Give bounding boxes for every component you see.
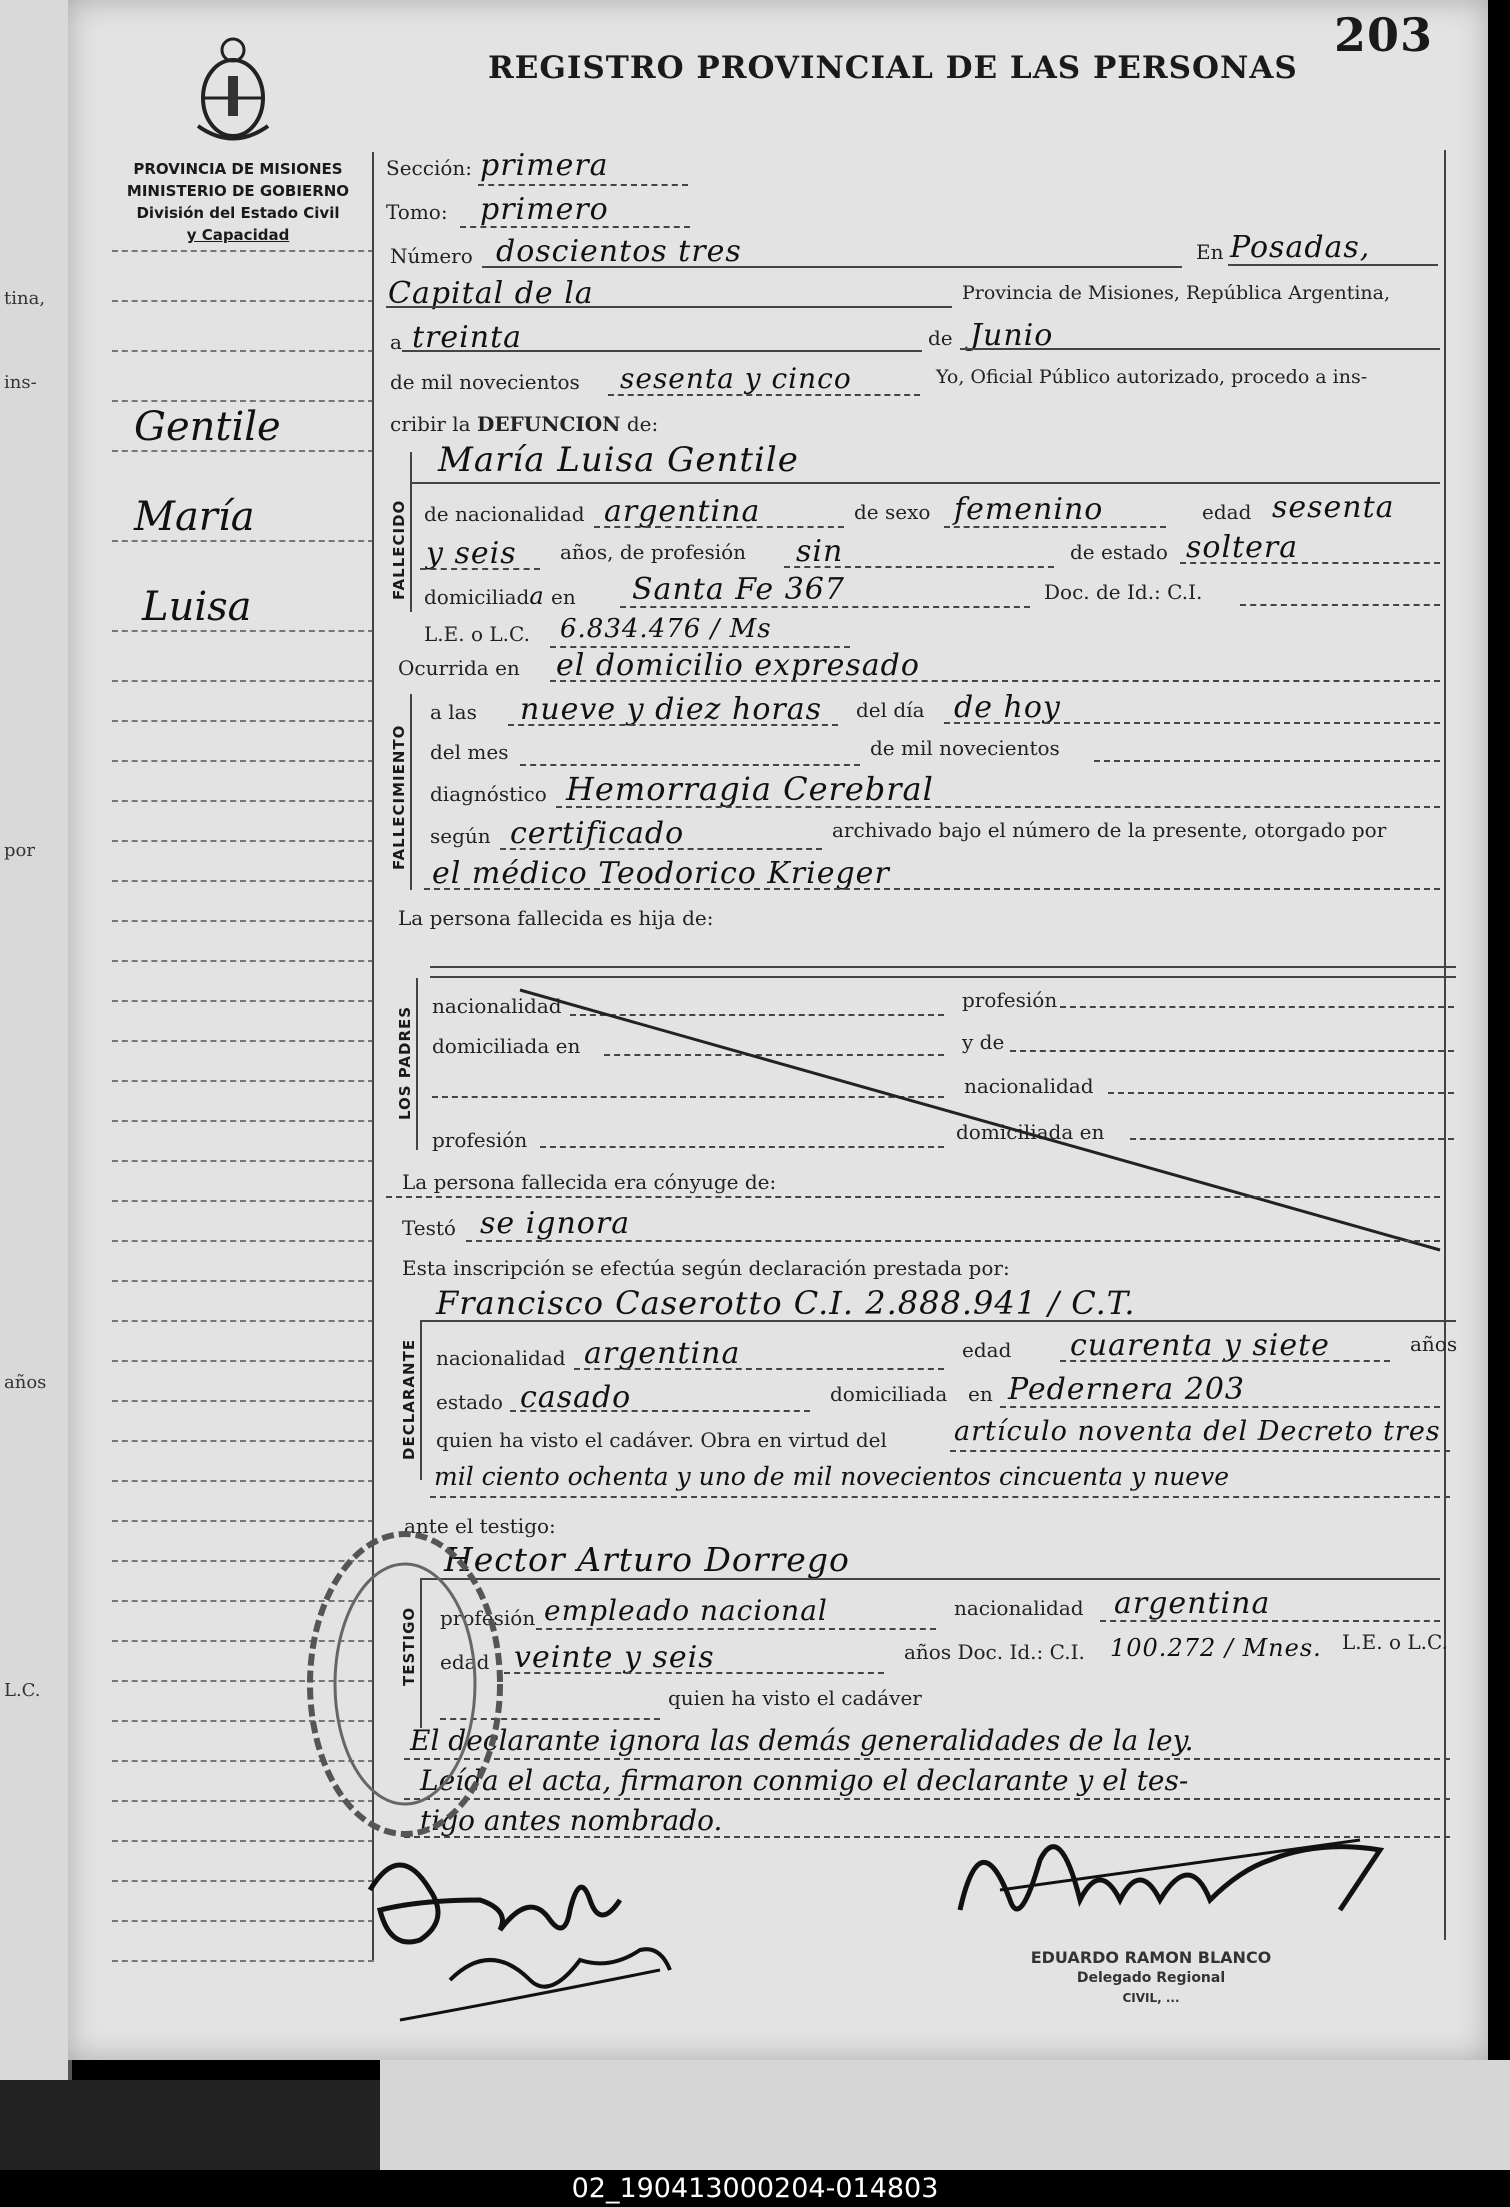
label-decl-anos: años xyxy=(1410,1332,1458,1356)
label-yo-oficial: Yo, Oficial Público autorizado, procedo a ins- xyxy=(936,366,1368,388)
strip-text: por xyxy=(4,840,35,861)
value-nota-1: El declarante ignora las demás generalidades de la ley. xyxy=(410,1724,1194,1757)
label-t-quien: quien ha visto el cadáver xyxy=(668,1686,922,1710)
value-mes: Junio xyxy=(970,318,1054,353)
official-name-stamp xyxy=(1006,1948,1296,2008)
value-ciudad-cont: Capital de la xyxy=(388,276,594,311)
label-provincia: Provincia de Misiones, República Argentina, xyxy=(962,282,1391,304)
stamp-name: EDUARDO RAMON BLANCO xyxy=(1030,1948,1272,1967)
text-defuncion: DEFUNCION xyxy=(476,412,621,436)
value-edad: sesenta xyxy=(1272,490,1395,525)
label-tomo: Tomo: xyxy=(386,200,448,224)
official-seal-stamp xyxy=(300,1524,510,1848)
label-en: En xyxy=(1196,240,1224,264)
value-ciudad: Posadas, xyxy=(1230,230,1371,265)
strip-text: ins- xyxy=(4,372,37,393)
label-del-dia: del día xyxy=(856,698,925,722)
label-t-nacionalidad: nacionalidad xyxy=(954,1596,1084,1620)
label-t-le-lc: L.E. o L.C. xyxy=(1342,1630,1448,1654)
office-line: PROVINCIA DE MISIONES xyxy=(133,160,343,178)
label-decl-nacionalidad: nacionalidad xyxy=(436,1346,566,1370)
strip-text: años xyxy=(4,1372,47,1393)
value-t-ci: 100.272 / Mnes. xyxy=(1110,1634,1322,1662)
section-label-declarante: DECLARANTE xyxy=(400,1338,418,1460)
image-caption: 02_190413000204-014803 xyxy=(0,2170,1510,2207)
value-declarante: Francisco Caserotto C.I. 2.888.941 / C.T. xyxy=(436,1284,1136,1322)
text: de: xyxy=(626,412,659,436)
text: en xyxy=(551,585,576,609)
label-profesion: profesión xyxy=(962,988,1058,1012)
office-line: División del Estado Civil xyxy=(136,204,340,222)
value-domicilio: Santa Fe 367 xyxy=(632,572,845,607)
value-nota-2: Leída el acta, firmaron conmigo el declarante y el tes- xyxy=(420,1764,1189,1797)
value-decl-nacionalidad: argentina xyxy=(584,1336,741,1371)
value-obra-2: mil ciento ochenta y uno de mil novecientos cincuenta y nueve xyxy=(434,1462,1230,1491)
margin-name: Luisa xyxy=(142,584,252,630)
text: domiciliad xyxy=(424,585,530,609)
label-domiciliada-en: domiciliada en xyxy=(432,1034,581,1058)
strip-text: tina, xyxy=(4,288,46,309)
label-seccion: Sección: xyxy=(386,156,472,180)
text: cribir la xyxy=(390,412,471,436)
label-segun: según xyxy=(430,824,491,848)
value-dia: treinta xyxy=(412,320,523,355)
document-title: REGISTRO PROVINCIAL DE LAS PERSONAS xyxy=(488,50,1298,86)
section-label-testigo: TESTIGO xyxy=(400,1606,418,1686)
value-obra-1: artículo noventa del Decreto tres xyxy=(954,1416,1441,1447)
label-quien-visto: quien ha visto el cadáver. Obra en virtud del xyxy=(436,1428,887,1452)
value-decl-estado: casado xyxy=(520,1380,632,1415)
value-edad-cont: y seis xyxy=(426,536,517,571)
label-decl-estado: estado xyxy=(436,1390,503,1414)
label-inscripcion: Esta inscripción se efectúa según declaración prestada por: xyxy=(402,1256,1010,1280)
value-numero: doscientos tres xyxy=(496,234,742,269)
value-testigo: Hector Arturo Dorrego xyxy=(444,1540,850,1579)
label-t-edad: edad xyxy=(440,1650,490,1674)
label-doc-id: Doc. de Id.: C.I. xyxy=(1044,580,1203,604)
value-medico: el médico Teodorico Krieger xyxy=(432,856,890,891)
label-nacionalidad: nacionalidad xyxy=(432,994,562,1018)
label-de-sexo: de sexo xyxy=(854,500,931,524)
label-y-de: y de xyxy=(962,1030,1005,1054)
value-domiciliad-suffix: a xyxy=(529,582,545,610)
office-line: MINISTERIO DE GOBIERNO xyxy=(126,182,350,200)
value-tomo: primero xyxy=(480,192,609,227)
value-diagnostico: Hemorragia Cerebral xyxy=(566,770,934,808)
label-de-estado: de estado xyxy=(1070,540,1168,564)
strip-text: L.C. xyxy=(4,1680,41,1701)
label-profesion-madre: profesión xyxy=(432,1128,528,1152)
value-nacionalidad: argentina xyxy=(604,494,761,529)
label-conyuge: La persona fallecida era cónyuge de: xyxy=(402,1170,777,1194)
label-a: a xyxy=(390,330,402,354)
label-anos-profesion: años, de profesión xyxy=(560,540,747,564)
label-ante-testigo: ante el testigo: xyxy=(404,1514,556,1538)
value-decl-domicilio: Pedernera 203 xyxy=(1008,1372,1245,1407)
value-ocurrida: el domicilio expresado xyxy=(556,648,920,683)
value-sexo: femenino xyxy=(954,492,1104,527)
label-decl-en: en xyxy=(968,1382,993,1406)
value-hora: nueve y diez horas xyxy=(520,692,823,727)
value-dia-fallec: de hoy xyxy=(954,690,1061,725)
section-label-fallecimiento: FALLECIMIENTO xyxy=(390,724,408,870)
label-de: de xyxy=(928,326,953,350)
label-del-mes: del mes xyxy=(430,740,509,764)
label-decl-domiciliada: domiciliada xyxy=(830,1382,948,1406)
value-decl-edad: cuarenta y siete xyxy=(1070,1328,1330,1363)
signature-declarante xyxy=(360,1830,720,2034)
value-t-profesion: empleado nacional xyxy=(544,1594,828,1627)
value-le-lc: 6.834.476 / Ms xyxy=(560,614,772,644)
value-t-edad: veinte y seis xyxy=(514,1640,715,1675)
value-anio: sesenta y cinco xyxy=(620,362,852,395)
label-a-las: a las xyxy=(430,700,477,724)
label-numero: Número xyxy=(390,244,473,268)
label-de-mil: de mil novecientos xyxy=(390,370,580,394)
value-profesion: sin xyxy=(796,534,844,569)
value-seccion: primera xyxy=(480,148,609,183)
value-testo: se ignora xyxy=(480,1206,631,1241)
label-nacionalidad-madre: nacionalidad xyxy=(964,1074,1094,1098)
section-label-fallecido: FALLECIDO xyxy=(390,499,408,600)
margin-surname: Gentile xyxy=(134,404,281,450)
label-de-mil-fallec: de mil novecientos xyxy=(870,736,1060,760)
label-diagnostico: diagnóstico xyxy=(430,782,547,806)
label-le-lc: L.E. o L.C. xyxy=(424,622,530,646)
label-t-profesion: profesión xyxy=(440,1606,536,1630)
label-testo: Testó xyxy=(402,1216,456,1240)
label-archivado: archivado bajo el número de la presente, otorgado por xyxy=(832,818,1387,842)
label-decl-edad: edad xyxy=(962,1338,1012,1362)
margin-name: María xyxy=(134,494,255,540)
signature-official xyxy=(940,1800,1420,1954)
page-number: 203 xyxy=(1334,8,1434,62)
value-nombre: María Luisa Gentile xyxy=(438,440,799,480)
value-estado: soltera xyxy=(1186,530,1299,565)
label-hija-de: La persona fallecida es hija de: xyxy=(398,906,714,930)
label-de-nacionalidad: de nacionalidad xyxy=(424,502,585,526)
value-t-nacionalidad: argentina xyxy=(1114,1586,1271,1621)
stamp-line: CIVIL, ... xyxy=(1122,1991,1180,2005)
label-t-anos-doc: años Doc. Id.: C.I. xyxy=(904,1640,1085,1664)
office-line: y Capacidad xyxy=(186,226,290,244)
label-ocurrida: Ocurrida en xyxy=(398,656,520,680)
section-line xyxy=(420,1320,422,1480)
label-edad: edad xyxy=(1202,500,1252,524)
label-domiciliada-madre: domiciliada en xyxy=(956,1120,1105,1144)
stamp-line: Delegado Regional xyxy=(1076,1970,1226,1986)
value-segun: certificado xyxy=(510,816,685,851)
section-label-los-padres: LOS PADRES xyxy=(396,1005,414,1120)
value-nota-3: tigo antes nombrado. xyxy=(420,1804,723,1837)
